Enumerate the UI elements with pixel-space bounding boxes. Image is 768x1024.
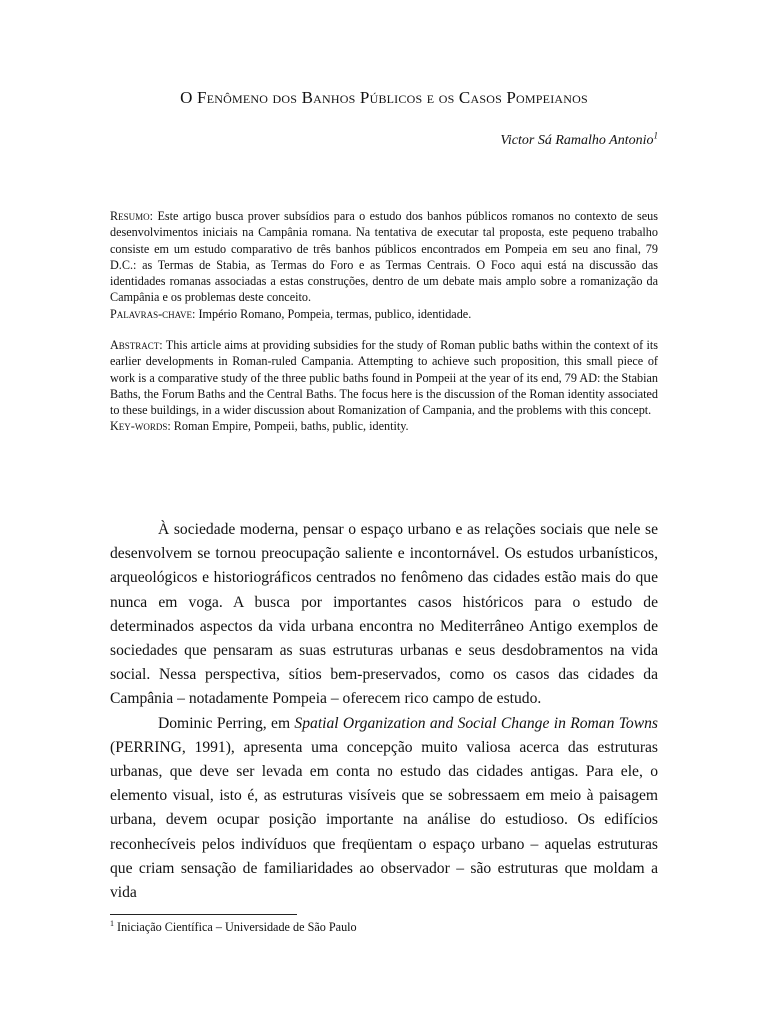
body-paragraph-2-rest: (PERRING, 1991), apresenta uma concepção muito valiosa acerca das estruturas urbanas, que deve ser levada em conta no estudo das cidades antigas. Para ele, o elemento visual, isto é, as estruturas visíveis que se sobressaem em meio à paisagem urbana, devem ocupar posição importante na análise do estudioso. Os edifícios reconhecíveis pelos indivíduos que freqüentam o espaço urbano – aquelas estruturas que criam sensação de familiaridades ao observador – são estruturas que moldam a vida — [110, 738, 658, 902]
palavras-chave-text: Império Romano, Pompeia, termas, publico, identidade. — [198, 306, 472, 321]
resumo-section — [110, 208, 658, 322]
footnote-mark: 1 — [110, 918, 114, 928]
body-paragraph-2-start: Dominic Perring, em — [158, 714, 295, 732]
body-paragraph-1: À sociedade moderna, pensar o espaço urbano e as relações sociais que nele se desenvolvem se tornou preocupação saliente e incontornável. Os estudos urbanísticos, arqueológicos e historiográficos centrados no fenômeno das cidades estão mais do que nunca em voga. A busca por importantes casos históricos para o estudo de determinados aspectos da vida urbana encontra no Mediterrâneo Antigo exemplos de sociedades que pensaram as suas estruturas urbanas e seus desdobramentos na vida social. Nessa perspectiva, sítios bem-preservados, como os casos das cidades da Campânia – notadamente Pompeia – oferecem rico campo de estudo. — [110, 521, 658, 708]
author-line — [500, 130, 658, 149]
abstract-text: This article aims at providing subsidies for the study of Roman public baths within the context of its earlier developments in Roman-ruled Campania. Attempting to achieve such proposition, this small piece of work is a comparative study of the three public baths found in Pompeii at the year of its end, 79 AD: the Stabian Baths, the Forum Baths and the Central Baths. The focus here is the discussion of the Roman identity associated to these buildings, in a wider discussion about Romanization of Campania, and the problems with this concept. — [110, 338, 658, 418]
paper-title: O Fenômeno dos Banhos Públicos e os Casos Pompeianos — [180, 88, 588, 107]
key-words-label: Key-words: — [110, 419, 171, 434]
author-footnote-mark: 1 — [653, 130, 658, 141]
book-title: Spatial Organization and Social Change in Roman Towns — [294, 714, 658, 732]
key-words-line — [110, 418, 658, 434]
palavras-chave-line — [110, 306, 658, 322]
key-words-text: Roman Empire, Pompeii, baths, public, identity. — [173, 419, 409, 434]
abstract-label: Abstract: — [110, 338, 163, 352]
author-name: Victor Sá Ramalho Antonio — [500, 133, 654, 148]
footnote-divider — [110, 914, 297, 915]
resumo-label: Resumo: — [110, 209, 154, 223]
abstract-paragraph — [110, 337, 658, 418]
footnote-text: Iniciação Científica – Universidade de São Paulo — [117, 920, 357, 934]
resumo-paragraph — [110, 208, 658, 306]
footnote — [110, 920, 357, 935]
palavras-chave-label: Palavras-chave: — [110, 306, 196, 321]
body-text — [110, 518, 658, 905]
abstract-section — [110, 337, 658, 435]
resumo-text: Este artigo busca prover subsídios para o estudo dos banhos públicos romanos no contexto de seus desenvolvimentos iniciais na Campânia romana. Na tentativa de executar tal proposta, este pequeno trabalho consiste em um estudo comparativo de três banhos públicos encontrados em Pompeia em seu ano final, 79 D.C.: as Termas de Stabia, as Termas do Foro e as Termas Centrais. O Foco aqui está na discussão das identidades romanas associadas a estas construções, dentro de um debate mais amplo sobre a romanização da Campânia e os problemas deste conceito. — [110, 209, 659, 305]
body-paragraph-2 — [110, 712, 658, 906]
